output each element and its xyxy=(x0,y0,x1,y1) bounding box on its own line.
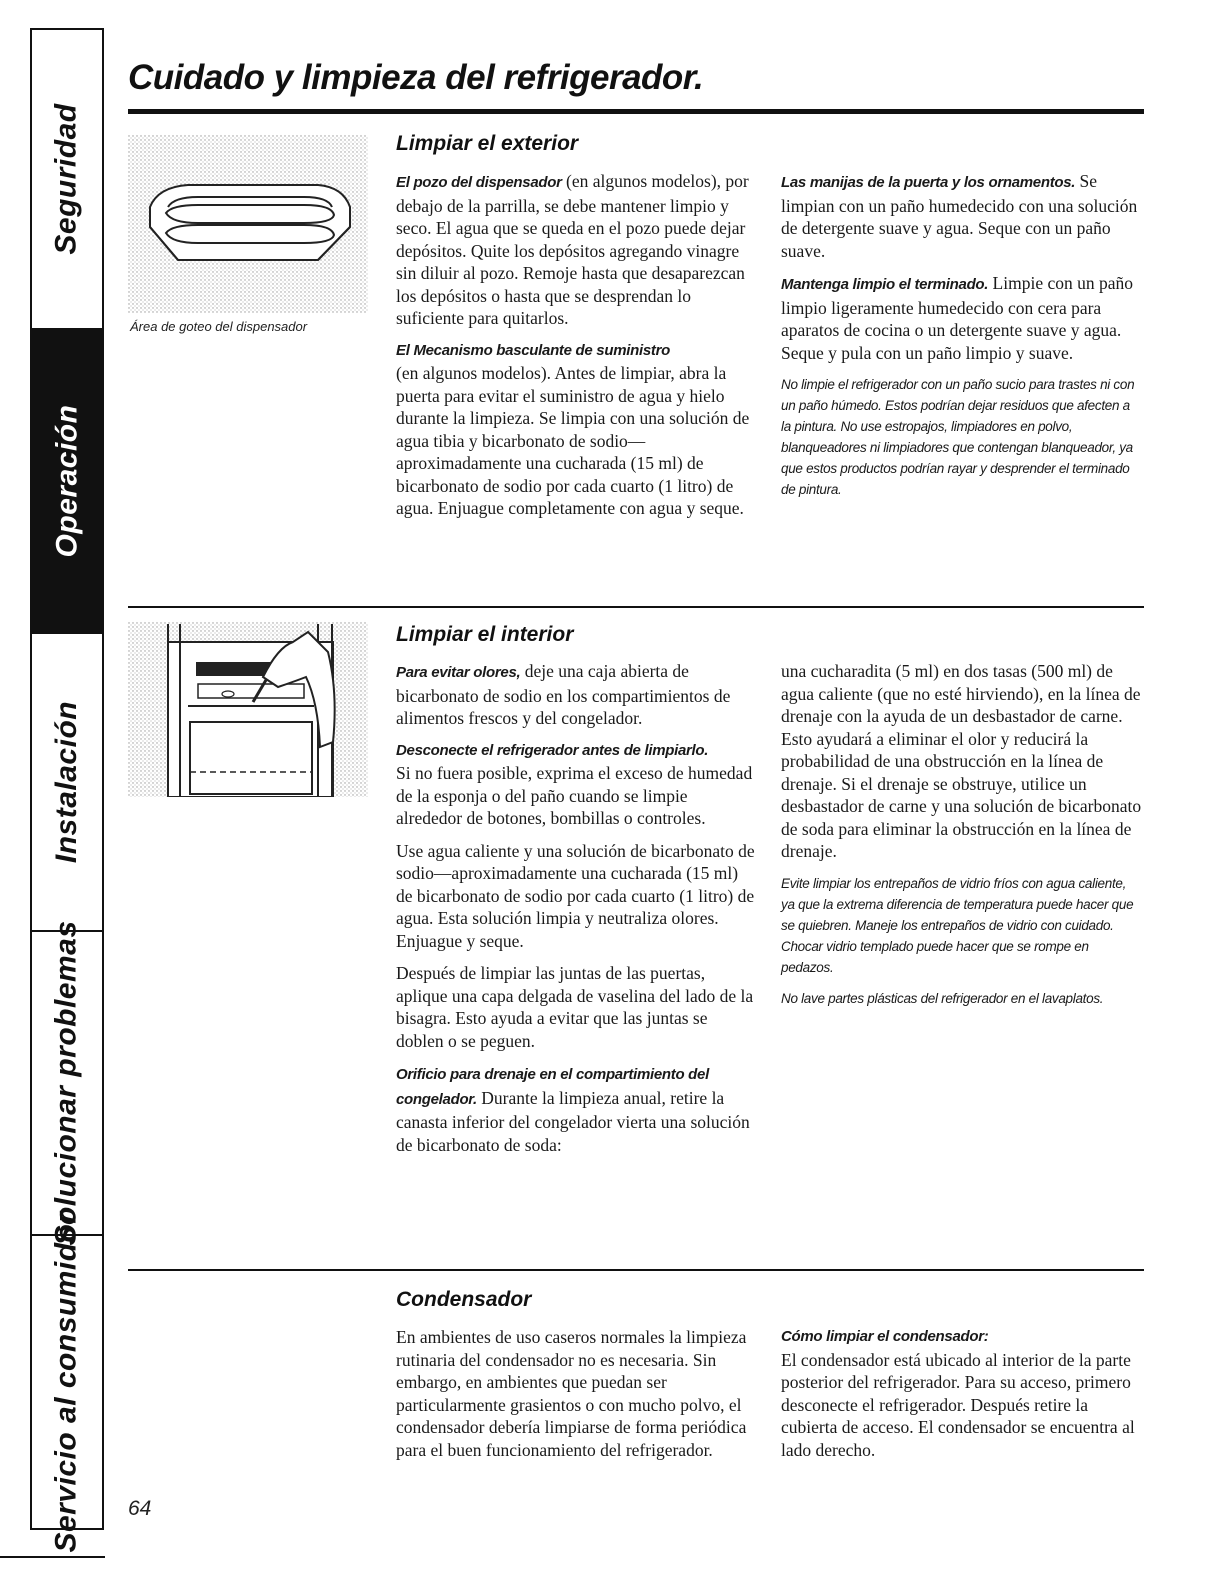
page-number: 64 xyxy=(128,1497,152,1520)
interior-p5-text: Durante la limpieza anual, retire la canasta inferior del congelador vierta una solución de bicarbonato de soda: xyxy=(396,1087,750,1155)
interior-column-left xyxy=(396,660,758,1166)
condenser-p2-text: El condensador está ubicado al interior de la parte posterior del refrigerador. Para su acceso, primero desconecte el refrigerador. Después retire la cubierta de acceso. El condensador se encuentra al lado derecho. xyxy=(781,1349,1135,1460)
exterior-column-right xyxy=(781,170,1143,510)
interior-column-right xyxy=(781,660,1143,1019)
tab-operacion[interactable] xyxy=(32,330,102,634)
side-navigation xyxy=(30,28,104,1553)
exterior-p1-lead: El pozo del dispensador xyxy=(396,174,562,191)
tab-seguridad[interactable] xyxy=(32,30,102,330)
interior-p2-text: Si no fuera posible, exprima el exceso de humedad de la esponja o del paño cuando se limpie alrededor de botones, bombillas o controles. xyxy=(396,763,753,828)
dispenser-drip-area-illustration xyxy=(128,135,368,313)
exterior-column-left xyxy=(396,170,758,530)
exterior-p1-text: (en algunos modelos), por debajo de la parrilla, se debe mantener limpio y seco. El agua que se queda en el pozo puede dejar depósitos. Quite los depósitos agregando vinagre sin diluir al pozo. Remoje hasta que desaparezcan los depósitos o hasta que se desprendan lo suficiente para quitarlos. xyxy=(396,171,749,328)
condenser-heading: Condensador xyxy=(396,1288,532,1311)
exterior-p3-lead: Las manijas de la puerta y los ornamentos. xyxy=(781,174,1076,191)
tab-seguridad-label: Seguridad xyxy=(50,103,84,255)
tab-instalacion[interactable] xyxy=(32,634,102,932)
exterior-p4-lead: Mantenga limpio el terminado. xyxy=(781,276,989,293)
condenser-p2-lead: Cómo limpiar el condensador: xyxy=(781,1328,989,1345)
tab-servicio-al-consumidor-label: Servicio al consumidor xyxy=(50,1211,84,1553)
tab-solucionar-problemas-label: Solucionar problemas xyxy=(50,920,84,1246)
interior-paragraph xyxy=(396,660,758,730)
title-rule xyxy=(128,109,1144,114)
tab-solucionar-problemas[interactable] xyxy=(32,920,102,1246)
exterior-p4-text: Limpie con un paño limpio ligeramente humedecido con cera para aparatos de cocina o un detergente suave y agua. Seque y pula con un paño limpio y suave. xyxy=(781,273,1133,363)
interior-paragraph: Después de limpiar las juntas de las puertas, aplique una capa delgada de vaselina del lado de la bisagra. Esto ayuda a evitar que las juntas se doblen o se peguen. xyxy=(396,963,754,1051)
condenser-column-right xyxy=(781,1326,1143,1471)
interior-p2-lead: Desconecte el refrigerador antes de limpiarlo. xyxy=(396,741,709,759)
interior-paragraph: Use agua caliente y una solución de bicarbonato de sodio—aproximadamente una cucharada (15 ml) de bicarbonato de sodio por cada cuarto (1 litro) de agua. Esta solución limpia y neutraliza olores. Enjuague y seque. xyxy=(396,840,755,951)
exterior-p2-text: (en algunos modelos). Antes de limpiar, abra la puerta para evitar el suministro de agua y hielo durante la limpieza. Se limpia con una solución de agua tibia y bicarbonato de sodio—aproximadamente una cucharada (15 ml) de bicarbonato de sodio por cada cuarto (1 litro) de agua. Enjuague completamente con agua y seque. xyxy=(396,363,750,518)
exterior-paragraph xyxy=(396,340,758,520)
tab-servicio-al-consumidor[interactable] xyxy=(32,1211,102,1553)
tab-operacion-label: Operación xyxy=(50,404,83,558)
condenser-paragraph: En ambientes de uso caseros normales la limpieza rutinaria del condensador no es necesaria. Sin embargo, en ambientes que puedan ser particularmente grasientos o con mucho polvo, el condensador debería limpiarse de forma periódica para el buen funcionamiento del refrigerador. xyxy=(396,1327,747,1460)
refrigerator-interior-illustration xyxy=(128,622,368,797)
interior-paragraph: una cucharadita (5 ml) en dos tasas (500 ml) de agua caliente (que no esté hirviendo), en la línea de drenaje con la ayuda de un desbastador de carne. Esto ayudará a eliminar el olor y reducirá la probabilidad de una obstrucción en la línea de drenaje. Si el drenaje se obstruye, utilice un desbastador de carne y una solución de bicarbonato de soda para eliminar la obstrucción en la línea de drenaje. xyxy=(781,661,1142,861)
interior-p1-lead: Para evitar olores, xyxy=(396,664,521,681)
exterior-p3-text: Se limpian con un paño humedecido con una solución de detergente suave y agua. Seque con un paño suave. xyxy=(781,171,1138,261)
exterior-note: No limpie el refrigerador con un paño sucio para trastes ni con un paño húmedo. Estos podrían dejar residuos que afecten a la pintura. No use estropajos, limpiadores en polvo, blanqueadores ni limpiadores que contengan blanqueador, ya que estos productos podrían rayar y desprender el terminado de pintura. xyxy=(781,377,1135,497)
interior-p1-text: deje una caja abierta de bicarbonato de sodio en los compartimientos de alimentos frescos y del congelador. xyxy=(396,661,731,728)
exterior-heading: Limpiar el exterior xyxy=(396,132,579,155)
tab-instalacion-label: Instalación xyxy=(50,700,83,864)
condenser-paragraph xyxy=(781,1326,1143,1461)
interior-note: No lave partes plásticas del refrigerador en el lavaplatos. xyxy=(781,990,1104,1006)
condenser-column-left xyxy=(396,1326,758,1471)
exterior-paragraph xyxy=(781,272,1143,364)
dispenser-caption: Área de goteo del dispensador xyxy=(130,319,308,334)
page-title: Cuidado y limpieza del refrigerador. xyxy=(128,58,704,97)
section-divider xyxy=(128,1269,1144,1271)
exterior-paragraph xyxy=(781,170,1143,262)
exterior-p2-lead: El Mecanismo basculante de suministro xyxy=(396,341,670,359)
interior-note: Evite limpiar los entrepaños de vidrio fríos con agua caliente, ya que la extrema diferencia de temperatura puede hacer que se quiebren. Maneje los entrepaños de vidrio con cuidado. Chocar vidrio templado puede hacer que se rompe en pedazos. xyxy=(781,875,1134,975)
exterior-paragraph xyxy=(396,170,758,330)
section-divider xyxy=(128,606,1144,608)
footer-rule xyxy=(0,1556,105,1558)
interior-paragraph xyxy=(396,740,758,830)
interior-heading: Limpiar el interior xyxy=(396,623,574,646)
interior-p5-lead: Orificio para drenaje en el compartimiento del congelador. xyxy=(396,1066,709,1108)
interior-paragraph xyxy=(396,1062,758,1156)
